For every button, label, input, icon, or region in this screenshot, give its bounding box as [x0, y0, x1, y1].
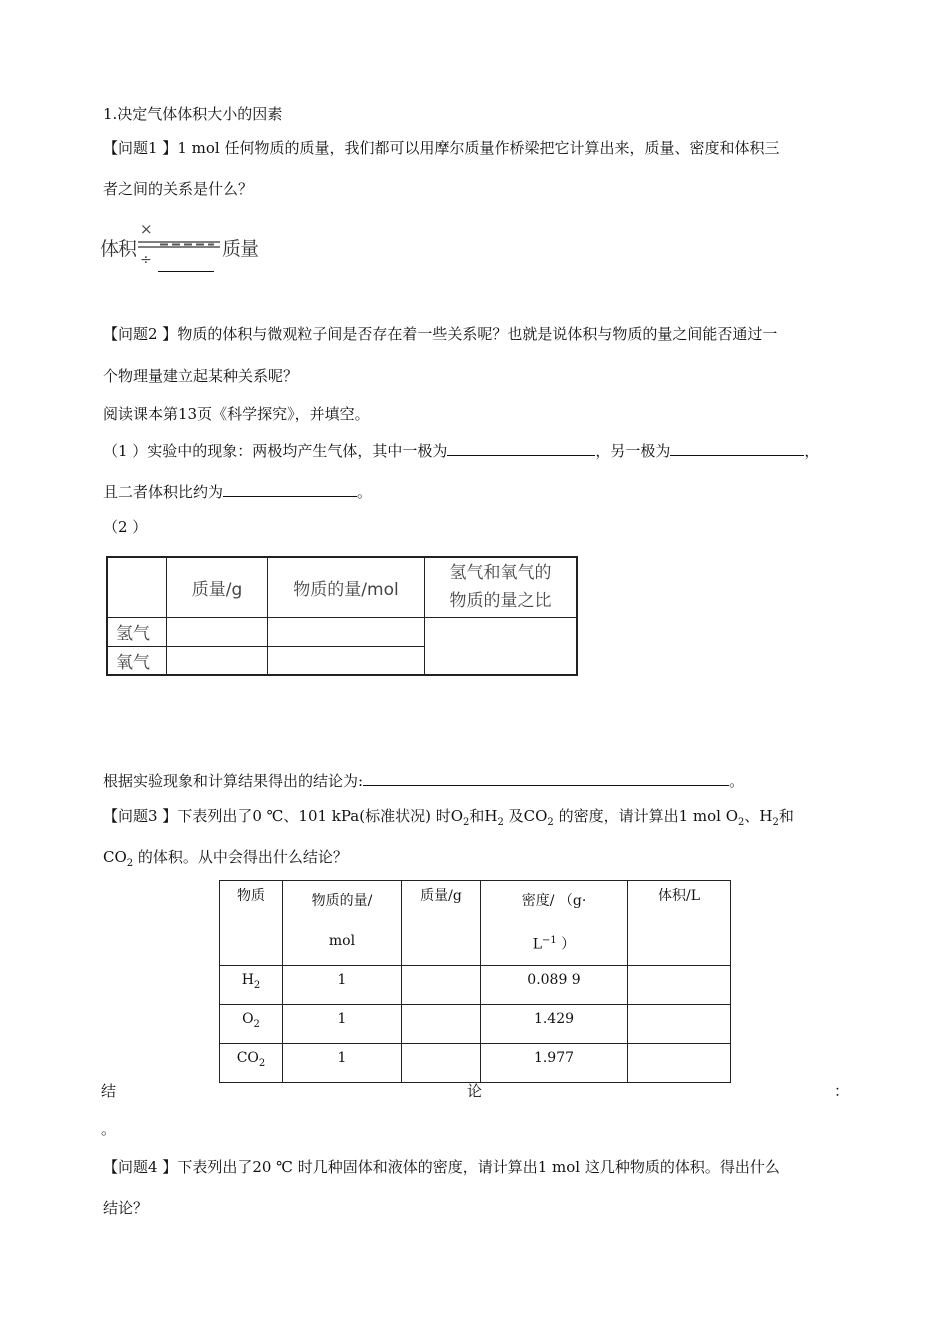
question-4-text: 下表列出了20 ℃ 时几种固体和液体的密度，请计算出1 mol 这几种物质的体积。得出什么: [177, 1158, 780, 1176]
col-header-amount: [283, 881, 402, 966]
conclusion-line: [103, 769, 744, 791]
cell-oxygen-amount[interactable]: [268, 646, 425, 675]
formula-subscript: 2: [258, 1057, 266, 1069]
cell-volume-o2[interactable]: [628, 1004, 731, 1043]
cell-substance-o2: [220, 1004, 283, 1043]
col-header-density-line-1: 密度/ （g·: [521, 893, 587, 909]
conclusion-blank[interactable]: [363, 769, 729, 786]
question-2-line-2: 个物理量建立起某种关系呢？: [103, 367, 299, 385]
col-header-substance: 物质: [220, 881, 283, 966]
cell-hydrogen-amount[interactable]: [268, 617, 425, 646]
question-1-line-2: 者之间的关系是什么？: [103, 180, 254, 198]
result-colon: ：: [834, 1082, 850, 1100]
density-unit-L: L: [532, 936, 543, 953]
question-3-line-2: [103, 846, 348, 869]
table-row: [220, 1004, 731, 1043]
formula-subscript: 2: [253, 979, 261, 991]
table-header-mass: 质量/g: [167, 557, 268, 617]
electrolysis-table: [106, 556, 578, 676]
question-3-text-d: 的密度，请计算出1 mol O: [553, 807, 738, 825]
question-3-text-a: 下表列出了0 ℃、101 kPa(标准状况) 时O: [177, 807, 464, 825]
cell-substance-co2: [220, 1043, 283, 1082]
col-header-amount-line-2: mol: [328, 933, 356, 949]
question-3-line-1: [103, 805, 794, 828]
question-4-tag: 【问题4 】: [103, 1158, 178, 1176]
cell-volume-co2[interactable]: [628, 1043, 731, 1082]
formula-subscript: 2: [253, 1018, 260, 1030]
question-1-line-1: [103, 137, 779, 158]
item-1-prefix: （1 ）实验中的现象：两极均产生气体，其中一极为: [103, 442, 448, 460]
question-3-line-2-b: 的体积。从中会得出什么结论？: [133, 848, 348, 866]
question-2-line-1: [103, 323, 777, 344]
cell-density-h2: 0.089 9: [481, 965, 628, 1004]
question-3-text-f: 和: [778, 807, 794, 825]
table-header-ratio-line-1: 氢气和氧气的: [449, 563, 552, 584]
divide-icon: ÷: [140, 252, 152, 268]
row-label-hydrogen: 氢气: [107, 617, 167, 646]
question-4-line-1: [103, 1156, 780, 1177]
table-header-empty: [107, 557, 167, 617]
table-header-row: [220, 881, 731, 966]
conclusion-end: 。: [729, 772, 745, 790]
reading-instruction: 阅读课本第13页《科学探究》，并填空。: [103, 405, 370, 423]
cell-volume-h2[interactable]: [628, 965, 731, 1004]
formula-base: CO: [236, 1049, 259, 1066]
volume-ratio-blank[interactable]: [223, 480, 357, 497]
item-1-mid: ，另一极为: [595, 442, 671, 460]
col-header-density: [481, 881, 628, 966]
cell-mass-o2[interactable]: [402, 1004, 481, 1043]
relation-diagram: [100, 218, 270, 278]
table-header-ratio-line-2: 物质的量之比: [449, 591, 552, 612]
table-header-ratio: [425, 557, 578, 617]
question-1-tag: 【问题1 】: [103, 139, 178, 157]
cell-mass-h2[interactable]: [402, 965, 481, 1004]
question-2-text: 物质的体积与微观粒子间是否存在着一些关系呢？也就是说体积与物质的量之间能否通过一: [177, 325, 778, 343]
question-2-tag: 【问题2 】: [103, 325, 178, 343]
multiply-icon: ×: [140, 220, 153, 238]
diagram-mass-label: 质量: [222, 238, 259, 260]
item-1-line-2: [103, 480, 372, 502]
question-3-text-e: 、H: [744, 807, 773, 825]
subscript: 2: [463, 817, 470, 828]
table-row: [107, 617, 577, 646]
cell-substance-h2: [220, 965, 283, 1004]
result-char-1: 结: [101, 1082, 117, 1100]
table-row: [220, 1043, 731, 1082]
electrode-1-gas-blank[interactable]: [447, 439, 595, 456]
result-char-2: 论: [467, 1082, 483, 1100]
col-header-volume: 体积/L: [628, 881, 731, 966]
item-1-end: ，: [804, 442, 820, 460]
cell-amount-o2: 1: [283, 1004, 402, 1043]
question-3-text-c: 及CO: [503, 807, 548, 825]
subscript: 2: [126, 858, 134, 869]
section-title: 1.决定气体体积大小的因素: [103, 105, 283, 123]
col-header-amount-line-1: 物质的量/: [311, 893, 373, 909]
subscript: 2: [772, 817, 779, 828]
density-unit-close: ）: [556, 936, 576, 953]
subscript: 2: [547, 817, 554, 828]
diagram-blank[interactable]: [158, 271, 214, 272]
gas-density-table: [219, 880, 731, 1083]
result-period: 。: [101, 1120, 117, 1138]
conversion-arrow: [138, 238, 222, 252]
row-label-oxygen: 氧气: [107, 646, 167, 675]
question-3-line-2-a: CO: [103, 848, 127, 866]
table-header-amount: 物质的量/mol: [268, 557, 425, 617]
cell-amount-h2: 1: [283, 965, 402, 1004]
subscript: 2: [738, 817, 745, 828]
cell-density-co2: 1.977: [481, 1043, 628, 1082]
cell-amount-co2: 1: [283, 1043, 402, 1082]
item-1-line-1: [103, 439, 819, 461]
item-1-line-2-prefix: 且二者体积比约为: [103, 483, 224, 501]
cell-oxygen-mass[interactable]: [167, 646, 268, 675]
item-2-label: （2 ）: [103, 518, 148, 536]
question-1-text: 1 mol 任何物质的质量，我们都可以用摩尔质量作桥梁把它计算出来，质量、密度和体积三: [177, 139, 780, 157]
subscript: 2: [497, 817, 504, 828]
conclusion-prefix: 根据实验现象和计算结果得出的结论为:: [103, 772, 364, 790]
table-row: [220, 965, 731, 1004]
col-header-mass: 质量/g: [402, 881, 481, 966]
cell-mass-co2[interactable]: [402, 1043, 481, 1082]
cell-density-o2: 1.429: [481, 1004, 628, 1043]
table-header-row: [107, 557, 577, 617]
cell-hydrogen-mass[interactable]: [167, 617, 268, 646]
item-1-line-2-end: 。: [357, 483, 373, 501]
diagram-volume-label: 体积: [100, 238, 137, 260]
question-3-text-b: 和H: [469, 807, 498, 825]
formula-base: O: [242, 1010, 254, 1027]
cell-ratio[interactable]: [425, 617, 578, 675]
density-unit-exponent: −1: [542, 935, 557, 946]
electrode-2-gas-blank[interactable]: [670, 439, 804, 456]
question-3-tag: 【问题3 】: [103, 807, 178, 825]
question-4-line-2: 结论？: [103, 1199, 149, 1217]
col-header-density-line-2: [481, 921, 627, 965]
formula-base: H: [241, 971, 254, 988]
